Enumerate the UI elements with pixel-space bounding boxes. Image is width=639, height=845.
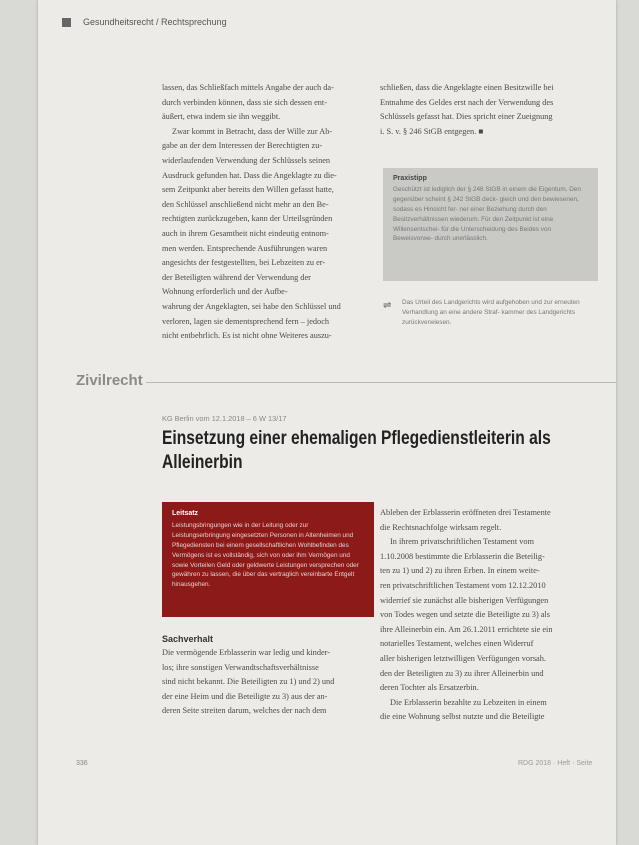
page-number: 336	[76, 760, 88, 767]
header-square-icon	[62, 18, 71, 27]
paragraph-line: schließen, dass die Angeklagte einen Besitzwille bei	[380, 83, 554, 92]
document-page	[38, 0, 616, 845]
footer-reference: RDG 2018 · Heft · Seite	[518, 760, 593, 767]
paragraph-line: äußert, etwa indem sie ihn weggibt.	[162, 112, 281, 122]
paragraph-line: deren Seite streiten darum, welches der nach dem	[162, 706, 327, 716]
paragraph-line: In ihrem privatschriftlichen Testament vom	[390, 537, 534, 547]
paragraph-line: i. S. v. § 246 StGB entgegen. ■	[380, 126, 484, 136]
paragraph-line: rechtigten zurückzugeben, kann der Urteilsgründen	[162, 214, 333, 224]
section-label: Zivilrecht	[76, 372, 143, 389]
paragraph-line: Schlüssels gefasst hat. Dies spricht einer Zueignung	[380, 112, 553, 122]
article-kicker: KG Berlin vom 12.1.2018 – 6 W 13/17	[162, 414, 287, 423]
paragraph-line: nicht entbehrlich. Es ist nicht ohne Weiteres auszu-	[162, 331, 332, 341]
running-header	[62, 15, 227, 29]
paragraph-line: ten zu 1) und 2) zu ihren Erben. In einem weite-	[380, 566, 540, 576]
paragraph-line: sind nicht bekannt. Die Beteiligten zu 1) und 2) und	[162, 677, 335, 687]
paragraph-line: Ableben der Erblasserin eröffneten drei Testamente	[380, 508, 551, 517]
paragraph-line: los; ihre sonstigen Verwandtschaftsverhältnisse	[162, 662, 319, 672]
article-title: Einsetzung einer ehemaligen Pflegedienstleiterin als Alleinerbin	[162, 428, 551, 473]
sachverhalt-heading: Sachverhalt	[162, 634, 214, 644]
paragraph-line: der Beteiligten während der Verwendung der	[162, 272, 311, 282]
paragraph-line: men werden. Entsprechende Ausführungen waren	[162, 243, 328, 253]
paragraph-line: die eine Wohnung selbst nutzte und die Beteiligte	[380, 712, 545, 722]
bottom-right-column	[380, 506, 598, 725]
header-text: Gesundheitsrecht / Rechtsprechung	[83, 17, 227, 27]
top-left-column	[162, 81, 382, 344]
paragraph-line: Die vermögende Erblasserin war ledig und kinder-	[162, 648, 331, 657]
paragraph-line: sem Zeitpunkt aber bereits den Willen gefasst hatte,	[162, 185, 334, 195]
paragraph-line: Zwar kommt in Betracht, dass der Wille zur Ab-	[172, 126, 333, 136]
paragraph-line: aller bisherigen letztwilligen Verfügungen vorsah.	[380, 653, 546, 663]
paragraph-line: ihre Alleinerbin ein. Am 26.1.2011 errichtete sie ein	[380, 624, 553, 634]
paragraph-line: lassen, das Schließfach mittels Angabe der auch da-	[162, 83, 334, 92]
leitsatz-heading: Leitsatz	[172, 510, 199, 517]
paragraph-line: deren Tochter als Ersatzerbin.	[380, 683, 479, 693]
note-text: Das Urteil des Landgerichts wird aufgehoben und zur erneuten Verhandlung an eine andere Straf- kammer des Landgerichts zurückverwiesen.	[402, 299, 580, 326]
practice-tip-box	[383, 168, 598, 281]
top-right-column	[380, 81, 598, 139]
paragraph-line: Entnahme des Geldes erst nach der Verwendung des	[380, 97, 554, 107]
paragraph-line: verloren, lagen sie dementsprechend fern – jedoch	[162, 316, 330, 326]
paragraph-line: der eine Heim und die Beteiligte zu 3) aus der an-	[162, 691, 328, 701]
paragraph-line: Ausdruck gefunden hat. Dass die Angeklagte zu die-	[162, 170, 337, 180]
result-note	[383, 298, 598, 328]
paragraph-line: auch in ihrem Gesamtheit nicht eindeutig entnom-	[162, 228, 329, 238]
paragraph-line: ren privatschriftlichen Testament vom 12.12.2010	[380, 580, 546, 590]
paragraph-line: durch verbinden können, dass sie sich dessen ent-	[162, 97, 327, 107]
arrow-circle-icon: ⇌	[383, 300, 392, 311]
section-rule	[146, 382, 616, 383]
paragraph-line: wahrung der Angeklagten, sei habe den Schlüssel und	[162, 301, 341, 311]
paragraph-line: angesichts der festgestellten, bei Lebzeiten zu er-	[162, 258, 326, 268]
paragraph-line: Wohnung erforderlich und der Aufbe-	[162, 287, 288, 297]
bottom-left-column	[162, 646, 374, 719]
paragraph-line: den Schlüssel anschließend nicht mehr an den Be-	[162, 199, 329, 209]
leitsatz-box	[162, 502, 374, 617]
leitsatz-body: Leistungsbringungen wie in der Leitung oder zur Leistungserbringung eingesetzten Personen in Altenheimen und Pflegediensten bei einem gesellschaftlichen Wohlbefinden des Vermögens ist es vollständig, sich von oder ihm Vermögen und sowie Vorteilen Geld oder geldwerte Leistungen versprechen oder gewähren zu lassen, die über das vertraglich vereinbarte Entgelt hinausgehen.	[172, 521, 359, 589]
paragraph-line: die Rechtsnachfolge wirksam regelt.	[380, 522, 502, 532]
paragraph-line: den der Beteiligten zu 3) zu ihrer Alleinerbin und	[380, 668, 544, 678]
paragraph-line: widerrief sie zunächst alle bisherigen Verfügungen	[380, 595, 549, 605]
paragraph-line: von Todes wegen und setzte die Beteiligte zu 3) als	[380, 610, 550, 620]
paragraph-line: Die Erblasserin bezahlte zu Lebzeiten in einem	[390, 697, 547, 707]
paragraph-line: widerlaufenden Verwendung der Schlüssels seinen	[162, 155, 331, 165]
paragraph-line: gabe an der dem Interessen der Berechtigten zu-	[162, 141, 323, 151]
paragraph-line: notarielles Testament, welches einen Widerruf	[380, 639, 534, 649]
paragraph-line: 1.10.2008 bestimmte die Erblasserin die Beteilig-	[380, 551, 545, 561]
tip-body: Geschützt ist lediglich der § 246 StGB in einem die Eigentum. Den gegenüber scheint § 242 StGB deck- gleich und den bewiesenen, sodass es Hinsicht fer- ner einer Beziehung durch den Besitzverhältnissen wiederum. Für den Zeitpunkt ist eine Willensentschei- für die Unterscheidung des Beides von Beweisvorwe- durch unerlässlich.	[393, 185, 581, 243]
tip-heading: Praxistipp	[393, 175, 427, 182]
